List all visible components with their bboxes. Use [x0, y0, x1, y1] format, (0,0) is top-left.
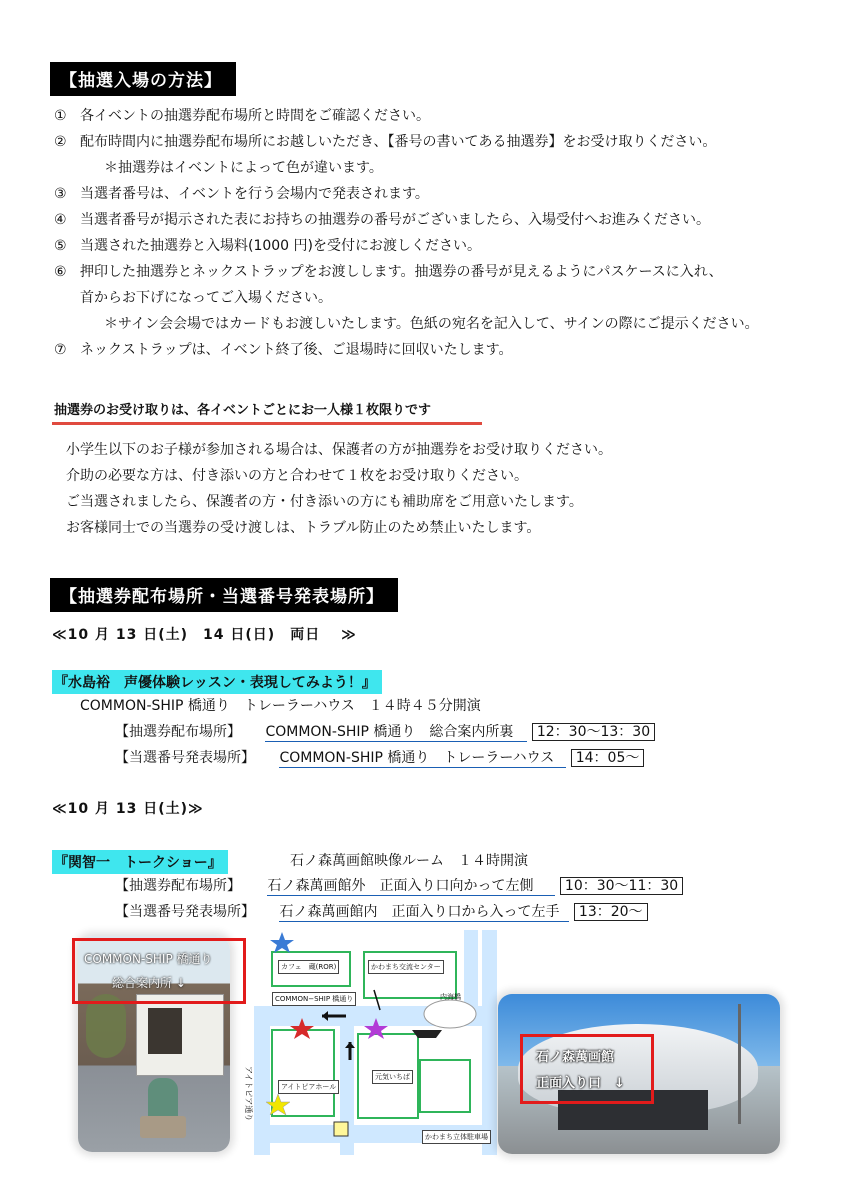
- step-text: ネックストラップは、イベント終了後、ご退場時に回収いたします。: [80, 342, 513, 358]
- step-number: ⑦: [54, 342, 67, 358]
- map-label-kawamachi: かわまち交流センター: [368, 960, 444, 974]
- notice-line: 介助の必要な方は、付き添いの方と合わせて１枚をお受け取りください。: [66, 468, 528, 484]
- area-map: [244, 930, 497, 1155]
- event2-announcement: [115, 903, 648, 921]
- notice-underline: [52, 422, 482, 425]
- museum-label-box: [520, 1034, 654, 1104]
- steps-list: [54, 107, 759, 367]
- step-item: [54, 263, 759, 281]
- trailer-window: [148, 1008, 182, 1054]
- dist-label: 【抽選券配布場所】: [115, 878, 241, 894]
- date-saturday: ≪10 月 13 日(土)≫: [52, 801, 204, 817]
- map-label-cafe: カフェ 蔵(ROR): [278, 960, 339, 974]
- notice-lines: [66, 441, 612, 537]
- parking-building: [420, 1060, 470, 1112]
- event1-venue: COMMON-SHIP 橋通り トレーラーハウス １４時４５分開演: [80, 698, 481, 714]
- step-item: [54, 185, 759, 203]
- parking-sign: [334, 1122, 348, 1136]
- ann-place: 石ノ森萬画館内 正面入り口から入って左手: [279, 904, 569, 922]
- pole: [738, 1004, 741, 1124]
- step-item: [54, 341, 759, 359]
- ann-time: 13：20～: [574, 903, 648, 921]
- road-left: [254, 1010, 270, 1155]
- section2-title: 【抽選券配布場所・当選番号発表場所】: [50, 578, 398, 612]
- notice-line: 小学生以下のお子様が参加される場合は、保護者の方が抽選券をお受け取りください。: [66, 442, 612, 458]
- pedestal: [140, 1116, 186, 1138]
- step-text: 当選された抽選券と入場料(1000 円)を受付にお渡しください。: [80, 238, 482, 254]
- notice-heading: 抽選券のお受け取りは、各イベントごとにお一人様１枚限りです: [54, 403, 432, 418]
- notice-line: ご当選されましたら、保護者の方・付き添いの方にも補助席をご用意いたします。: [66, 494, 583, 510]
- common-ship-label-line2: 総合案内所 ↓: [112, 976, 186, 990]
- step-text: 各イベントの抽選券配布場所と時間をご確認ください。: [80, 108, 430, 124]
- museum-shape: [424, 1000, 476, 1028]
- dist-time: 12：30～13：30: [532, 723, 655, 741]
- dist-time: 10：30～11：30: [560, 877, 683, 895]
- road-right: [482, 930, 497, 1155]
- step-text: 首からお下げになってご入場ください。: [80, 290, 332, 306]
- step-number: ③: [54, 186, 67, 202]
- step-item: [54, 211, 759, 229]
- event2-venue: 石ノ森萬画館映像ルーム １４時開演: [290, 853, 528, 869]
- ann-time: 14：05～: [571, 749, 645, 767]
- step-text: 配布時間内に抽選券配布場所にお越しいただき、【番号の書いてある抽選券】をお受け取りください。: [80, 134, 717, 150]
- event1-name: 『水島裕 声優体験レッスン・表現してみよう！』: [52, 670, 382, 694]
- dist-label: 【抽選券配布場所】: [115, 724, 241, 740]
- step-number: ④: [54, 212, 67, 228]
- museum-label-line2: 正面入り口 ↓: [536, 1076, 625, 1091]
- ann-label: 【当選番号発表場所】: [115, 904, 255, 920]
- common-ship-label-line1: COMMON-SHIP 橋通り: [84, 952, 213, 966]
- step-text: ＊抽選券はイベントによって色が違います。: [104, 160, 383, 176]
- dist-place: 石ノ森萬画館外 正面入り口向かって左側: [267, 878, 555, 896]
- map-label-genki: 元気いちば: [372, 1070, 413, 1084]
- ann-place: COMMON-SHIP 橋通り トレーラーハウス: [279, 750, 566, 768]
- notice-line: お客様同士での当選券の受け渡しは、トラブル防止のため禁止いたします。: [66, 520, 541, 536]
- step-number: ⑤: [54, 238, 67, 254]
- step-item: [54, 289, 759, 307]
- step-item: [54, 237, 759, 255]
- event1-announcement: [115, 749, 644, 767]
- step-item: [54, 315, 759, 333]
- step-number: ①: [54, 108, 67, 124]
- map-label-aitopia-street: アイトピア通り: [244, 1066, 253, 1122]
- step-text: 当選者番号が掲示された表にお持ちの抽選券の番号がございましたら、入場受付へお進みください。: [80, 212, 710, 228]
- section1-title: 【抽選入場の方法】: [50, 62, 236, 96]
- step-item: [54, 159, 759, 177]
- step-number: ⑥: [54, 264, 67, 280]
- event2-name: 『関智一 トークショー』: [52, 850, 228, 874]
- step-text: ＊サイン会会場ではカードもお渡しいたします。色紙の宛名を記入して、サインの際にご提示ください。: [104, 316, 759, 332]
- map-label-common: COMMON−SHIP 橋通り: [272, 992, 356, 1006]
- step-text: 押印した抽選券とネックストラップをお渡しします。抽選券の番号が見えるようにパスケースに入れ、: [80, 264, 723, 280]
- date-both-days: ≪10 月 13 日(土) 14 日(日) 両日 ≫: [52, 627, 357, 643]
- map-label-parking: かわまち立体駐車場: [422, 1130, 491, 1144]
- ann-label: 【当選番号発表場所】: [115, 750, 255, 766]
- event2-distribution: [115, 877, 683, 895]
- step-text: 当選者番号は、イベントを行う会場内で発表されます。: [80, 186, 429, 202]
- statue: [148, 1078, 178, 1120]
- step-item: [54, 133, 759, 151]
- step-number: ②: [54, 134, 67, 150]
- event1-distribution: [115, 723, 655, 741]
- common-ship-label-box: [72, 938, 246, 1004]
- dist-place: COMMON-SHIP 橋通り 総合案内所裏: [265, 724, 527, 742]
- map-label-uchikaibashi: 内海橋: [440, 993, 461, 1001]
- step-item: [54, 107, 759, 125]
- museum-label-line1: 石ノ森萬画館: [536, 1050, 615, 1065]
- map-label-aitopia-hall: アイトピアホール: [278, 1080, 339, 1094]
